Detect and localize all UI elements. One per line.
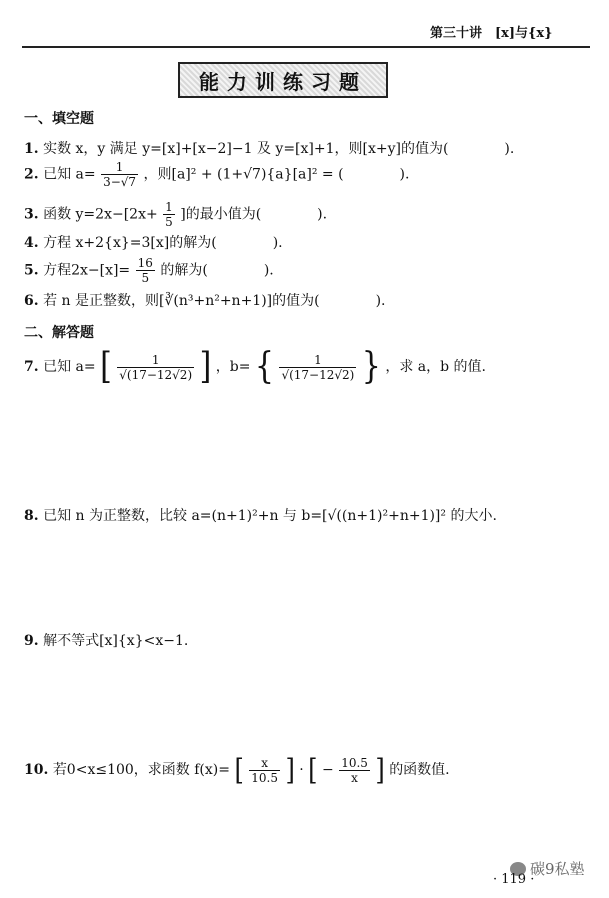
problem-number: 7. (24, 359, 39, 375)
fraction-a (117, 353, 194, 382)
floor-bracket-right: ] (285, 753, 295, 787)
problem-text: 已知 n 为正整数，比较 a=(n+1)²+n 与 b=[√((n+1)²+n+1)]² 的大小. (43, 508, 497, 524)
section-fill-in: 一、填空题 (24, 111, 94, 127)
problem-text-pre: 若0<x≤100，求函数 f(x)= (52, 762, 230, 778)
numerator: x (249, 756, 280, 771)
watermark-text: 碳9私塾 (530, 860, 585, 878)
problem-text-pre: 已知 a= (43, 359, 96, 375)
denominator: 10.5 (251, 770, 278, 785)
denominator: 3−√7 (103, 175, 137, 189)
fraction-b (279, 353, 356, 382)
frac-brace-left: { (254, 345, 274, 388)
numerator: 1 (117, 353, 194, 368)
section-solve: 二、解答题 (24, 325, 94, 341)
floor-bracket-left-2: [ (308, 753, 318, 787)
problem-number: 8. (24, 508, 39, 524)
problem-text-mid: ，b= (215, 359, 251, 375)
numerator: 10.5 (341, 755, 368, 770)
problem-text: 实数 x，y 满足 y=[x]+[x−2]−1 及 y=[x]+1，则[x+y]的值为( ). (43, 141, 515, 157)
problem-5 (24, 256, 274, 285)
problem-number: 9. (24, 633, 39, 649)
problem-2 (24, 160, 409, 189)
problem-text-pre: 函数 y=2x−[2x+ (43, 206, 158, 223)
problem-6 (24, 290, 386, 310)
page-number: · 119 · (493, 872, 535, 887)
problem-text: 解不等式[x]{x}<x−1. (43, 633, 189, 649)
floor-bracket-left: [ (234, 753, 244, 787)
problem-number: 5. (24, 262, 39, 279)
problem-4 (24, 232, 283, 252)
fraction (136, 256, 155, 285)
problem-text-post: ，求 a，b 的值. (385, 359, 487, 375)
denominator: 5 (141, 271, 150, 285)
fraction (163, 200, 175, 229)
fraction-1 (249, 756, 280, 785)
numerator: 1 (101, 160, 138, 175)
page-title: 能力训练习题 (178, 62, 388, 98)
problem-number: 6. (24, 293, 39, 309)
denominator: x (351, 770, 358, 785)
denominator: √(17−12√2) (281, 367, 355, 382)
numerator: 16 (137, 256, 153, 270)
numerator: 1 (165, 200, 173, 214)
problem-number: 3. (24, 206, 39, 223)
problem-9 (24, 630, 188, 650)
fraction (101, 160, 138, 189)
problem-text-pre: 已知 a= (43, 166, 96, 183)
problem-number: 1. (24, 141, 39, 157)
multiply-dot: · (299, 762, 304, 778)
problem-text-post: 的函数值. (389, 762, 450, 778)
problem-3 (24, 200, 327, 229)
chapter-header: 第三十讲 [x]与{x} (430, 26, 553, 41)
problem-number: 10. (24, 762, 49, 778)
problem-text-post: 的解为( ). (160, 262, 274, 279)
minus-sign: − (322, 762, 334, 778)
problem-number: 2. (24, 166, 39, 183)
problem-text-post: ]的最小值为( ). (180, 206, 328, 223)
floor-bracket-right-2: ] (375, 753, 385, 787)
problem-10 (24, 755, 450, 785)
floor-bracket-left: [ (100, 345, 112, 388)
floor-bracket-right: ] (199, 345, 212, 388)
problem-text: 若 n 是正整数，则[∛(n³+n²+n+1)]的值为( ). (43, 293, 386, 309)
header-rule (22, 46, 590, 48)
problem-7 (24, 345, 487, 388)
problem-number: 4. (24, 235, 39, 251)
denominator: 5 (165, 215, 173, 229)
problem-1 (24, 138, 514, 158)
problem-text: 方程 x+2{x}=3[x]的解为( ). (43, 235, 283, 251)
problem-text-pre: 方程2x−[x]= (43, 262, 131, 279)
problem-8 (24, 505, 497, 525)
denominator: √(17−12√2) (119, 367, 193, 382)
numerator: 1 (279, 353, 356, 368)
problem-text-post: ，则[a]² + (1+√7){a}[a]² = ( ). (143, 166, 410, 183)
frac-brace-right: } (361, 345, 381, 388)
fraction-2 (339, 756, 370, 785)
